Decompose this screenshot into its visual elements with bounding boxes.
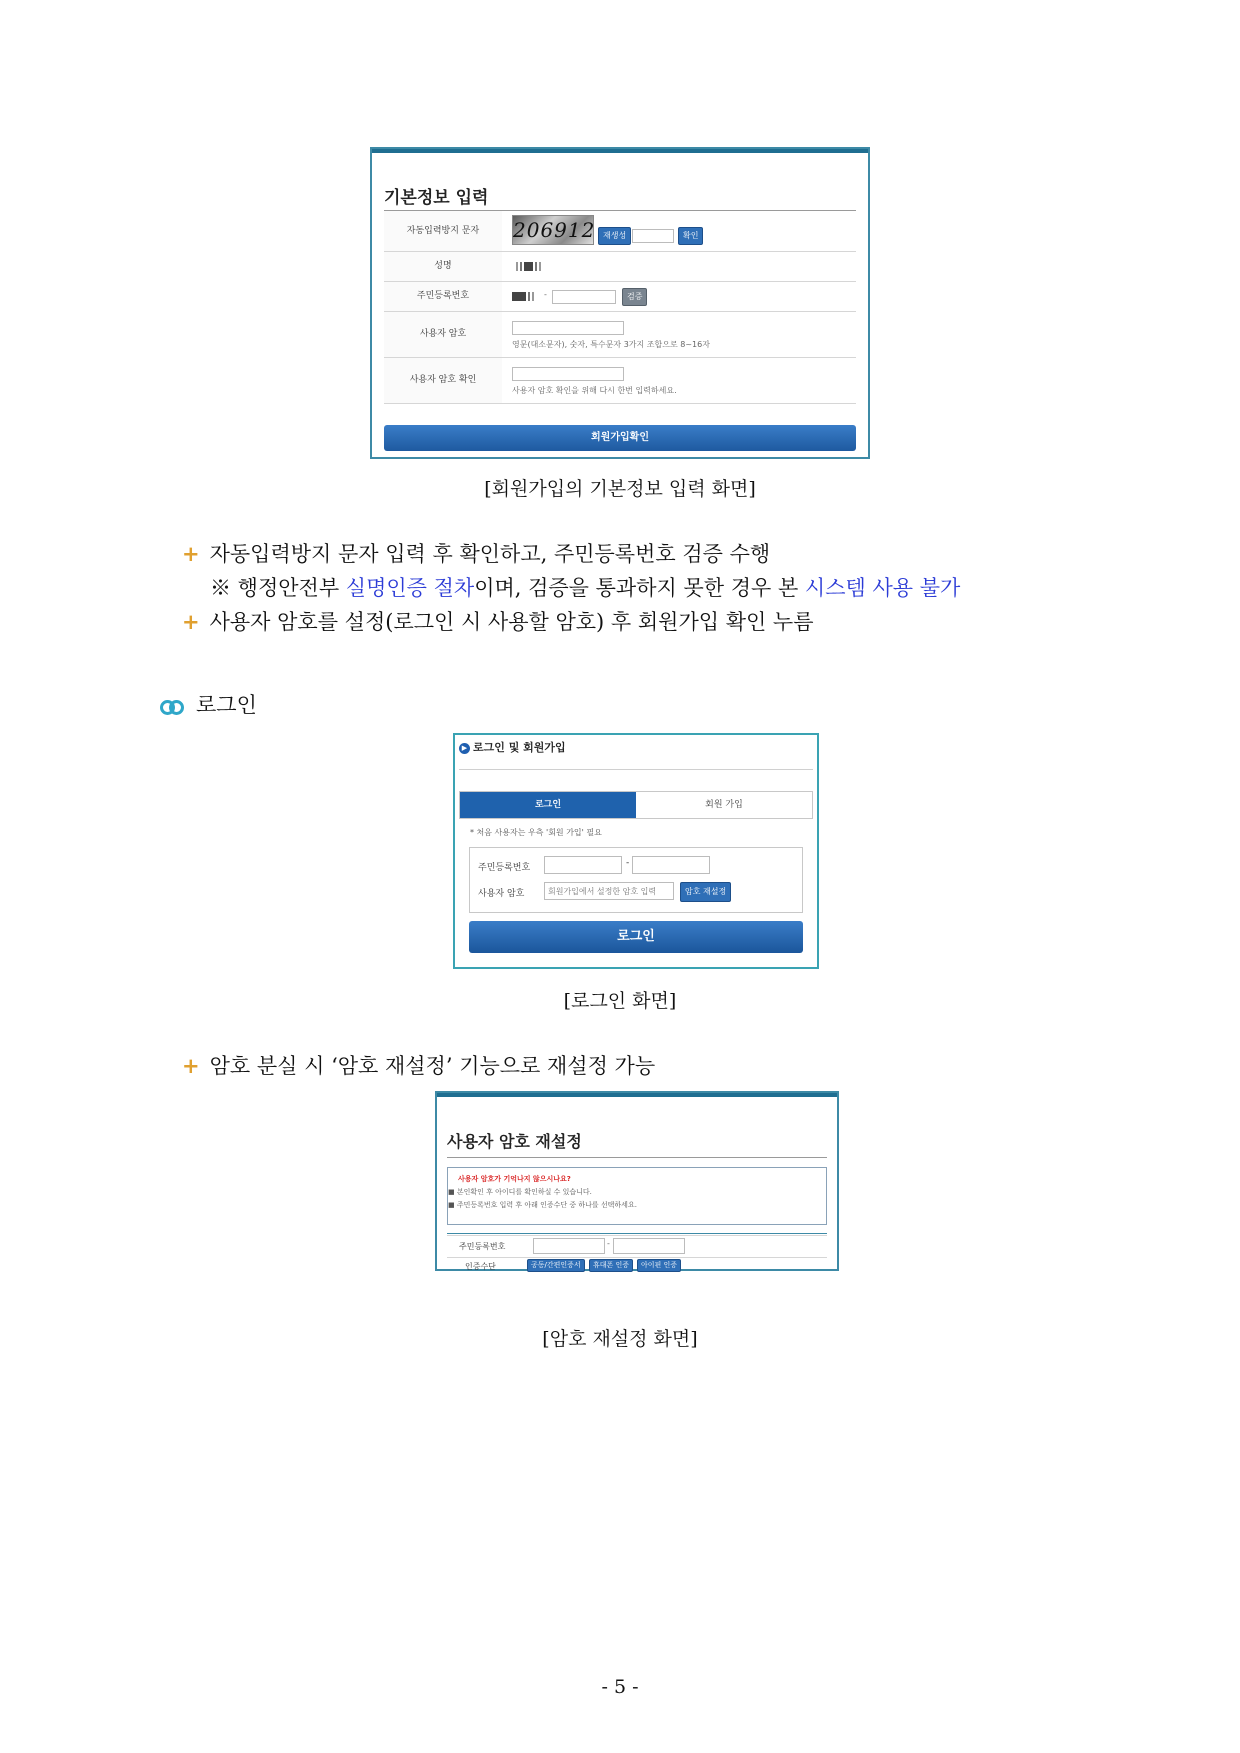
page-number: - 5 - — [601, 1676, 639, 1698]
captcha-input[interactable] — [632, 229, 674, 243]
login-caption: [로그인 화면] — [563, 990, 677, 1012]
password-reset-button[interactable]: 암호 재설정 — [680, 882, 731, 902]
double-ring-icon — [160, 700, 184, 714]
plus-icon: + — [182, 1054, 200, 1078]
login-form-box: 주민등록번호 - 사용자 암호 회원가입에서 설정한 암호 입력 암호 재설정 — [469, 847, 803, 913]
forgot-question: 사용자 암호가 기억나지 않으시나요? — [458, 1175, 571, 1183]
auth-phone-button[interactable]: 휴대폰 인증 — [589, 1259, 633, 1272]
note-prefix: ※ 행정안전부 — [210, 576, 346, 600]
info-line-1: ■ 본인확인 후 아이디를 확인하실 수 있습니다. — [448, 1188, 592, 1196]
name-row — [384, 252, 856, 282]
first-user-notice: * 처음 사용자는 우측 '회원 가입' 필요 — [470, 828, 602, 837]
title-divider — [459, 769, 813, 770]
bullet-password-set — [182, 606, 814, 636]
rrn-cell: - 검증 — [512, 282, 856, 311]
info-line-2: ■ 주민등록번호 입력 후 아래 인증수단 중 하나를 선택하세요. — [448, 1201, 637, 1209]
password-input[interactable]: 회원가입에서 설정한 암호 입력 — [544, 882, 674, 900]
password-input[interactable] — [512, 321, 624, 335]
auth-ipin-button[interactable]: 아이핀 인증 — [637, 1259, 681, 1272]
rrn-back-input[interactable] — [632, 856, 710, 874]
auth-certificate-button[interactable]: 공동/간편인증서 — [527, 1259, 585, 1272]
section-login-heading — [160, 689, 257, 719]
reset-info-box — [447, 1167, 827, 1225]
note-highlight-realname: 실명인증 절차 — [345, 576, 475, 600]
password-reset-screenshot: 사용자 암호 재설정 사용자 암호가 기억나지 않으시나요? ■ 본인확인 후 아이디를 확인하실 수 있습니다. ■ 주민등록번호 입력 후 아래 인증수단 중 하나를 선택하세요. 주민등록번호 - 인증수단 공동/간편인증서 휴대폰 인증 아이핀 인증 — [435, 1091, 839, 1271]
login-tabs — [459, 791, 813, 819]
note-middle: 이며, 검증을 통과하지 못한 경우 본 — [474, 576, 805, 600]
captcha-row — [384, 211, 856, 252]
captcha-refresh-button[interactable]: 재생성 — [598, 227, 631, 245]
captcha-confirm-button[interactable]: 확인 — [678, 227, 703, 245]
login-panel-title — [459, 739, 566, 755]
name-label: 성명 — [384, 252, 502, 281]
rrn-front-input[interactable] — [544, 856, 622, 874]
rrn-row — [384, 282, 856, 312]
top-bar — [437, 1093, 837, 1097]
reset-row-divider-inner — [447, 1257, 827, 1258]
tab-signup[interactable]: 회원 가입 — [705, 800, 743, 810]
redacted-name — [516, 262, 543, 271]
rrn-back-input[interactable] — [552, 290, 616, 304]
password-label: 사용자 암호 — [478, 889, 525, 899]
tab-login[interactable]: 로그인 — [460, 792, 636, 818]
password-confirm-hint: 사용자 암호 확인을 위해 다시 한번 입력하세요. — [512, 386, 677, 395]
password-confirm-cell — [512, 358, 856, 403]
section-divider — [447, 1233, 827, 1234]
login-title-text: 로그인 및 회원가입 — [473, 741, 566, 754]
bullet-captcha-verify — [182, 538, 770, 568]
reset-caption: [암호 재설정 화면] — [542, 1328, 698, 1350]
redacted-rrn — [512, 292, 536, 301]
rrn-verify-button[interactable]: 검증 — [622, 288, 647, 306]
name-cell — [512, 252, 856, 281]
bullet-note — [210, 572, 960, 602]
reset-rrn-label: 주민등록번호 — [459, 1242, 506, 1251]
signup-confirm-button[interactable]: 회원가입확인 — [384, 425, 856, 451]
title-divider — [447, 1157, 827, 1158]
password-label: 사용자 암호 — [384, 312, 502, 357]
password-confirm-input[interactable] — [512, 367, 624, 381]
plus-icon: + — [182, 610, 200, 634]
rrn-label: 주민등록번호 — [384, 282, 502, 311]
password-confirm-label: 사용자 암호 확인 — [384, 358, 502, 403]
rrn-label: 주민등록번호 — [478, 863, 531, 873]
note-highlight-unavailable: 시스템 사용 불가 — [804, 576, 961, 600]
captcha-image: 206912 — [512, 215, 594, 245]
password-hint: 영문(대소문자), 숫자, 특수문자 3가지 조합으로 8~16자 — [512, 340, 710, 349]
password-confirm-row — [384, 358, 856, 404]
login-screenshot — [453, 733, 819, 969]
bullet-text: 사용자 암호를 설정(로그인 시 사용할 암호) 후 회원가입 확인 누름 — [209, 610, 814, 634]
top-bar — [372, 149, 868, 153]
signup-basic-info-screenshot — [370, 147, 870, 459]
bullet-password-reset — [182, 1050, 655, 1080]
reset-rrn-front-input[interactable] — [533, 1238, 605, 1254]
arrow-circle-icon: ▶ — [459, 743, 470, 754]
bullet-text: 암호 분실 시 ‘암호 재설정’ 기능으로 재설정 가능 — [209, 1054, 656, 1078]
reset-auth-label: 인증수단 — [465, 1262, 496, 1271]
password-cell — [512, 312, 856, 357]
reset-rrn-back-input[interactable] — [613, 1238, 685, 1254]
signup-caption: [회원가입의 기본정보 입력 화면] — [484, 478, 756, 500]
login-button[interactable]: 로그인 — [469, 921, 803, 953]
section-title: 로그인 — [196, 693, 257, 717]
bullet-text: 자동입력방지 문자 입력 후 확인하고, 주민등록번호 검증 수행 — [209, 542, 771, 566]
signup-form-title: 기본정보 입력 — [384, 188, 489, 208]
plus-icon: + — [182, 542, 200, 566]
captcha-cell — [512, 211, 856, 251]
captcha-label: 자동입력방지 문자 — [384, 211, 502, 251]
password-row — [384, 312, 856, 358]
reset-form-title: 사용자 암호 재설정 — [447, 1132, 582, 1151]
